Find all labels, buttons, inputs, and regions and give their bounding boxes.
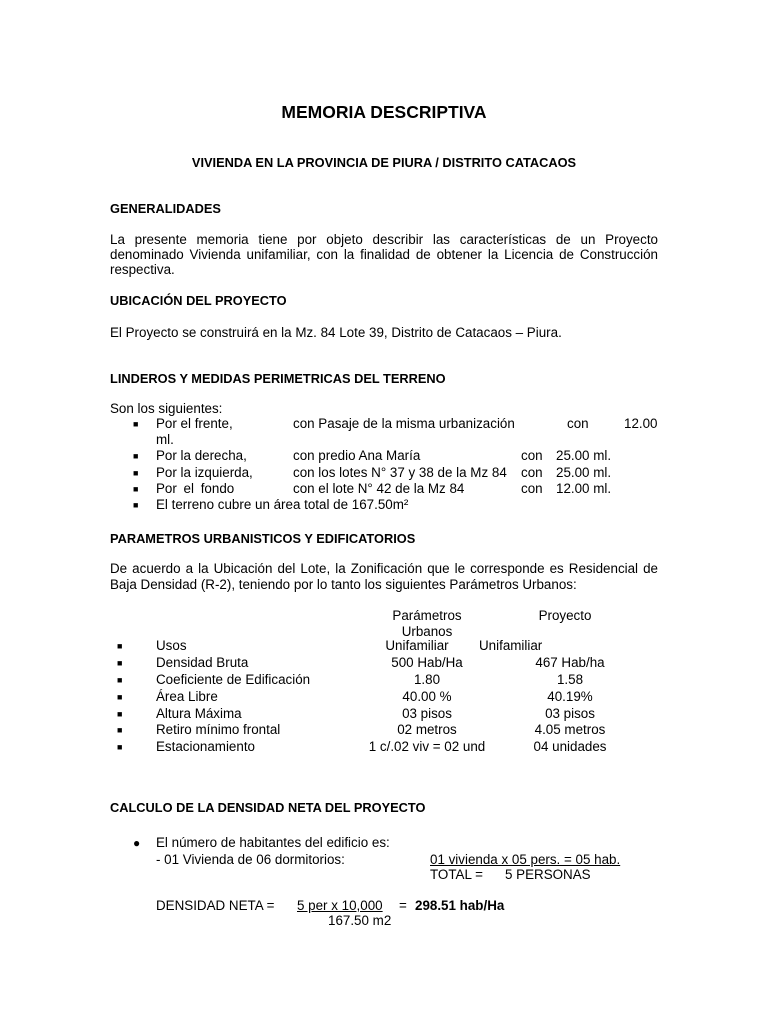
page-subtitle: VIVIENDA EN LA PROVINCIA DE PIURA / DISTRITO CATACAOS	[191, 155, 577, 170]
lindero-side: Por el frente,	[156, 416, 233, 431]
param-value: 40.00 %	[402, 689, 452, 704]
proyecto-value: 1.58	[556, 672, 584, 687]
lindero-desc: con los lotes N° 37 y 38 de la Mz 84	[293, 465, 507, 480]
param-value: 500 Hab/Ha	[391, 655, 463, 670]
section-heading-generalidades: GENERALIDADES	[110, 201, 221, 216]
square-bullet-icon: ■	[133, 484, 139, 494]
formula-numerator: 5 per x 10,000	[297, 898, 383, 913]
parametros-text: De acuerdo a la Ubicación del Lote, la Zonificación que le corresponde es Residencial de Baja Densidad (R-2), teniendo por lo tanto los siguientes Parámetros Urbanos:	[110, 561, 658, 592]
square-bullet-icon: ■	[117, 725, 123, 735]
lindero-con: con	[521, 448, 543, 463]
page-title: MEMORIA DESCRIPTIVA	[281, 102, 487, 122]
proyecto-value: 40.19%	[547, 689, 593, 704]
ubicacion-text: El Proyecto se construirá en la Mz. 84 Lote 39, Distrito de Catacaos – Piura.	[110, 325, 562, 340]
param-label: Coeficiente de Edificación	[156, 672, 311, 687]
section-heading-densidad: CALCULO DE LA DENSIDAD NETA DEL PROYECTO	[110, 800, 426, 815]
formula-label: DENSIDAD NETA =	[156, 898, 275, 913]
param-label: Área Libre	[156, 689, 218, 704]
proyecto-value: 4.05 metros	[534, 722, 606, 737]
section-heading-ubicacion: UBICACIÓN DEL PROYECTO	[110, 293, 287, 308]
col-header-parametros-2: Urbanos	[401, 624, 453, 639]
square-bullet-icon: ■	[117, 675, 123, 685]
lindero-con: con	[521, 481, 543, 496]
param-value: 03 pisos	[402, 706, 452, 721]
densidad-line1-left: - 01 Vivienda de 06 dormitorios:	[156, 852, 345, 867]
lindero-side: Por la derecha,	[156, 448, 247, 463]
densidad-bullet-text: El número de habitantes del edificio es:	[156, 835, 390, 850]
lindero-measure: 25.00 ml.	[556, 465, 612, 480]
lindero-desc: con el lote N° 42 de la Mz 84	[293, 481, 465, 496]
lindero-side: Por el fondo	[156, 481, 235, 496]
param-value: 1 c/.02 viv = 02 und	[368, 739, 486, 754]
formula-equals: =	[399, 898, 407, 913]
formula-result: 298.51 hab/Ha	[415, 898, 505, 913]
square-bullet-icon: ■	[117, 641, 123, 651]
lindero-con: con	[567, 416, 589, 431]
total-label: TOTAL =	[430, 867, 483, 882]
square-bullet-icon: ■	[117, 709, 123, 719]
section-heading-parametros: PARAMETROS URBANISTICOS Y EDIFICATORIOS	[110, 531, 416, 546]
lindero-side: Por la izquierda,	[156, 465, 253, 480]
dot-bullet-icon: ●	[133, 836, 141, 850]
generalidades-paragraph	[110, 232, 658, 277]
generalidades-text: La presente memoria tiene por objeto describir las características de un Proyecto denominado Vivienda unifamiliar, con la finalidad de obtener la Licencia de Construcción respectiva.	[110, 232, 658, 277]
proyecto-value: 467 Hab/ha	[535, 655, 605, 670]
lindero-area-total: El terreno cubre un área total de 167.50m²	[156, 497, 409, 512]
section-heading-linderos: LINDEROS Y MEDIDAS PERIMETRICAS DEL TERRENO	[110, 371, 446, 386]
lindero-desc: con Pasaje de la misma urbanización	[293, 416, 515, 431]
square-bullet-icon: ■	[133, 451, 139, 461]
param-label: Usos	[156, 638, 187, 653]
total-value: 5 PERSONAS	[505, 867, 591, 882]
proyecto-value: 04 unidades	[533, 739, 607, 754]
square-bullet-icon: ■	[133, 500, 139, 510]
param-label: Altura Máxima	[156, 706, 242, 721]
square-bullet-icon: ■	[117, 692, 123, 702]
parametros-paragraph	[110, 561, 658, 593]
lindero-desc: con predio Ana María	[293, 448, 421, 463]
square-bullet-icon: ■	[117, 658, 123, 668]
param-value: Unifamiliar	[385, 638, 449, 653]
param-label: Retiro mínimo frontal	[156, 722, 281, 737]
lindero-measure: 12.00 ml.	[556, 481, 612, 496]
square-bullet-icon: ■	[117, 742, 123, 752]
proyecto-value: 03 pisos	[545, 706, 595, 721]
square-bullet-icon: ■	[133, 468, 139, 478]
param-value: 1.80	[413, 672, 441, 687]
lindero-measure: 12.00	[624, 416, 658, 431]
param-label: Densidad Bruta	[156, 655, 249, 670]
lindero-measure-unit: ml.	[156, 432, 174, 447]
square-bullet-icon: ■	[133, 419, 139, 429]
col-header-proyecto: Proyecto	[538, 608, 592, 623]
param-label: Estacionamiento	[156, 739, 255, 754]
lindero-measure: 25.00 ml.	[556, 448, 612, 463]
formula-denominator: 167.50 m2	[328, 913, 392, 928]
densidad-line1-right: 01 vivienda x 05 pers. = 05 hab.	[430, 852, 621, 867]
lindero-con: con	[521, 465, 543, 480]
proyecto-value: Unifamiliar	[479, 638, 543, 653]
col-header-parametros-1: Parámetros	[392, 608, 462, 623]
linderos-intro: Son los siguientes:	[110, 401, 223, 416]
param-value: 02 metros	[397, 722, 457, 737]
